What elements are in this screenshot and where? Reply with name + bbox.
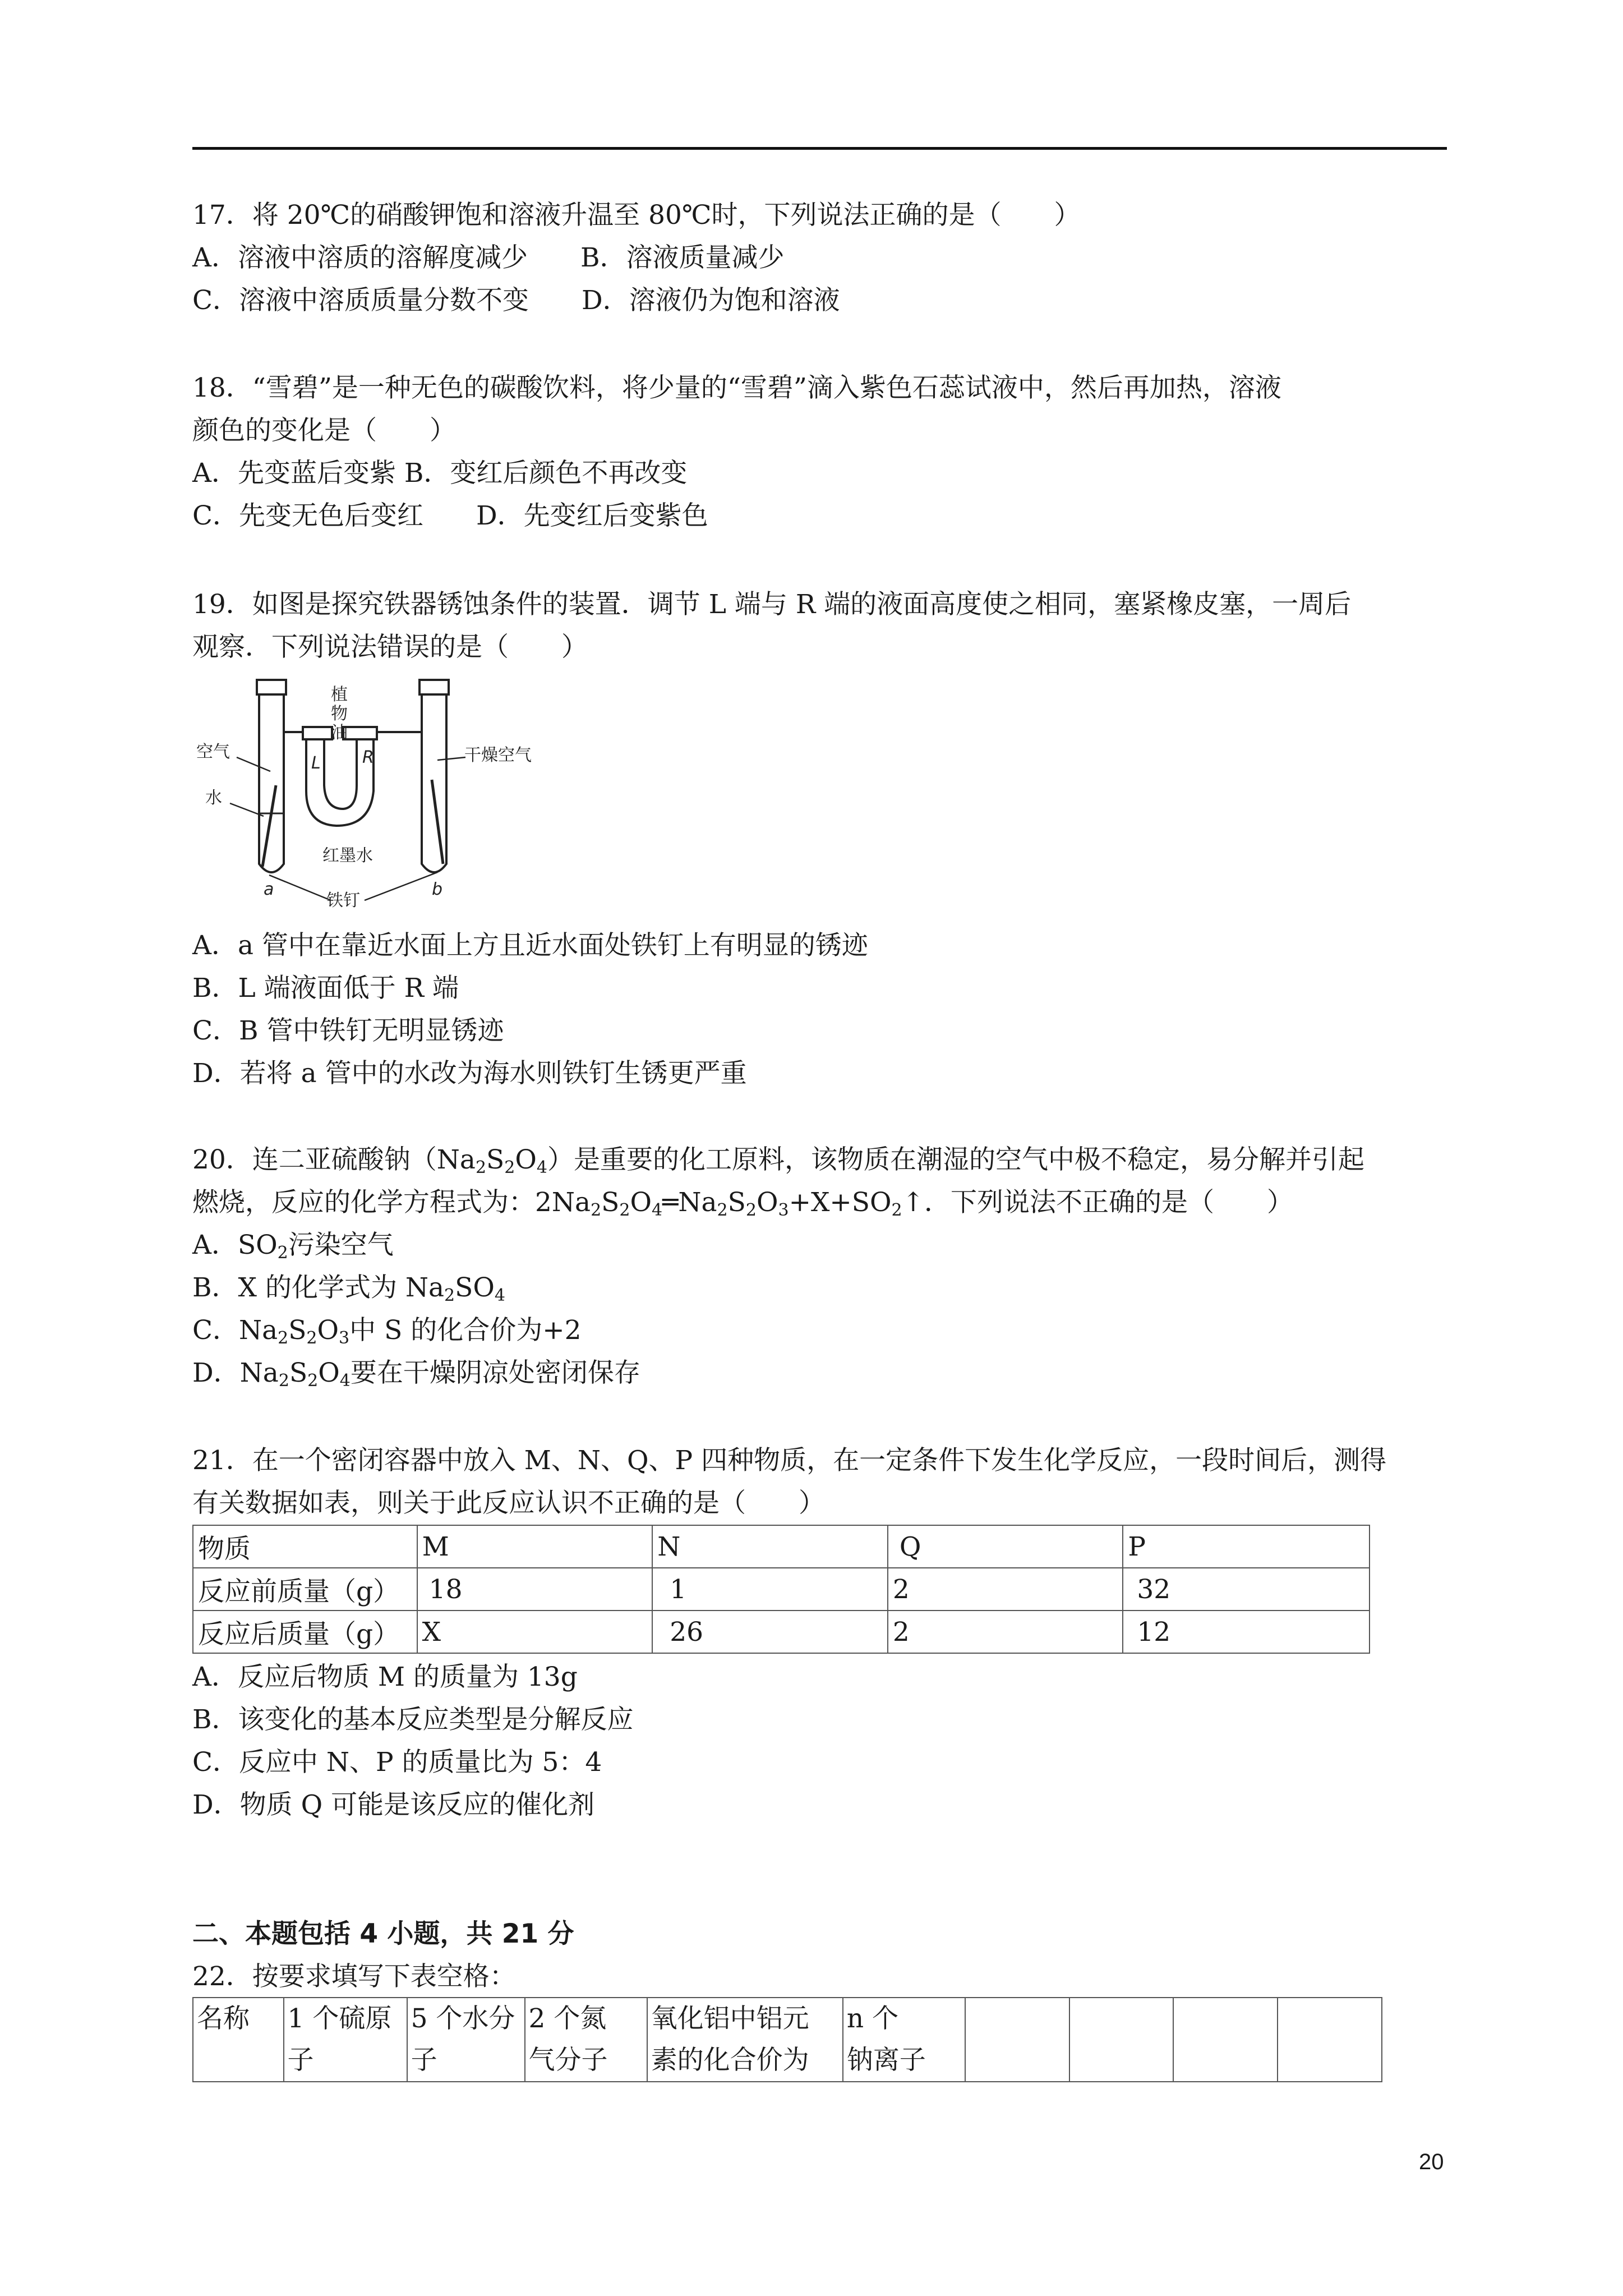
label-L: L — [311, 753, 321, 773]
q17-options-ab: A．溶液中溶质的溶解度减少 B．溶液质量减少 — [192, 242, 785, 273]
table-cell: N — [652, 1525, 888, 1568]
label-nail: 铁钉 — [326, 891, 360, 909]
q21-option-a: A．反应后物质 M 的质量为 13g — [192, 1662, 578, 1692]
q17-options-cd: C．溶液中溶质质量分数不变 D．溶液仍为饱和溶液 — [192, 285, 840, 316]
table-cell: 1 个硫原 子 — [284, 1998, 407, 2082]
q21-option-d: D．物质 Q 可能是该反应的催化剂 — [192, 1789, 595, 1820]
q22-stem: 22．按要求填写下表空格： — [192, 1961, 516, 1992]
table-cell: 反应前质量（g） — [193, 1568, 417, 1611]
label-water: 水 — [205, 788, 222, 808]
table-row — [193, 1611, 1370, 1653]
q20-stem-line2: 燃烧，反应的化学方程式为：$2Na_2S_2O_4═Na_2S_2O_3+X+SO_2↑$．下列说法不正确的是（ ） — [192, 1187, 1294, 1220]
q19-stem-line2: 观察．下列说法错误的是（ ） — [192, 632, 588, 662]
label-dry-air: 干燥空气 — [464, 746, 532, 765]
q18-stem-line1: 18．“雪碧”是一种无色的碳酸饮料，将少量的“雪碧”滴入紫色石蕊试液中，然后再加热，溶液 — [192, 372, 1281, 403]
q20-option-c: C．$Na_2S_2O_3$中 S 的化合价为+2 — [192, 1315, 582, 1348]
q18-options-ab: A．先变蓝后变紫 B．变红后颜色不再改变 — [192, 458, 688, 489]
table-cell-empty — [965, 1998, 1069, 2082]
table-cell-empty — [1069, 1998, 1174, 2082]
page-number: 20 — [1419, 2150, 1444, 2174]
table-cell: 12 — [1123, 1611, 1370, 1653]
label-R: R — [362, 748, 374, 767]
table-cell: Q — [888, 1525, 1123, 1568]
q19-option-d: D．若将 a 管中的水改为海水则铁钉生锈更严重 — [192, 1058, 747, 1089]
header-rule — [192, 147, 1447, 150]
label-b: b — [432, 880, 443, 899]
q19-stem-line1: 19．如图是探究铁器锈蚀条件的装置．调节 L 端与 R 端的液面高度使之相同，塞紧橡皮塞，一周后 — [192, 589, 1352, 620]
label-red-ink: 红墨水 — [322, 846, 373, 866]
q21-option-c: C．反应中 N、P 的质量比为 5：4 — [192, 1747, 602, 1778]
q17-stem: 17．将 20℃的硝酸钾饱和溶液升温至 80℃时，下列说法正确的是（ ） — [192, 200, 1081, 231]
rust-experiment-figure — [196, 679, 561, 909]
table-cell: M — [417, 1525, 653, 1568]
table-cell-empty — [1278, 1998, 1382, 2082]
table-cell: 2 — [888, 1568, 1123, 1611]
table-row — [193, 1568, 1370, 1611]
q21-stem-line1: 21．在一个密闭容器中放入 M、N、Q、P 四种物质，在一定条件下发生化学反应，一段时间后，测得 — [192, 1445, 1387, 1476]
q18-options-cd: C．先变无色后变红 D．先变红后变紫色 — [192, 500, 708, 531]
table-row — [193, 1998, 1382, 2082]
table-cell: 26 — [652, 1611, 888, 1653]
q19-option-c: C．B 管中铁钉无明显锈迹 — [192, 1015, 504, 1046]
table-cell: 5 个水分 子 — [407, 1998, 525, 2082]
q19-option-a: A．a 管中在靠近水面上方且近水面处铁钉上有明显的锈迹 — [192, 930, 868, 961]
label-oil-1: 植 — [331, 685, 348, 705]
table-cell-name-header: 名称 — [193, 1998, 284, 2082]
table-cell: 2 个氮 气分子 — [525, 1998, 647, 2082]
q20-option-b: B．X 的化学式为 $Na_2SO_4$ — [192, 1272, 505, 1305]
q18-stem-line2: 颜色的变化是（ ） — [192, 415, 456, 446]
q20-option-a: A．$SO_2$污染空气 — [192, 1230, 394, 1263]
table-cell: X — [417, 1611, 653, 1653]
q21-stem-line2: 有关数据如表，则关于此反应认识不正确的是（ ） — [192, 1488, 825, 1519]
q19-option-b: B．L 端液面低于 R 端 — [192, 973, 459, 1004]
q21-option-b: B．该变化的基本反应类型是分解反应 — [192, 1704, 634, 1735]
table-cell: n 个 钠离子 — [843, 1998, 965, 2082]
label-a: a — [264, 880, 274, 899]
table-cell: 氧化铝中铝元 素的化合价为 — [647, 1998, 843, 2082]
label-air: 空气 — [196, 742, 230, 762]
q20-option-d: D．$Na_2S_2O_4$要在干燥阴凉处密闭保存 — [192, 1358, 640, 1391]
table-cell: P — [1123, 1525, 1370, 1568]
table-cell: 1 — [652, 1568, 888, 1611]
label-oil-2: 物 — [331, 704, 348, 724]
table-cell-empty — [1173, 1998, 1278, 2082]
table-cell: 反应后质量（g） — [193, 1611, 417, 1653]
q21-data-table — [192, 1525, 1370, 1654]
table-cell: 物质 — [193, 1525, 417, 1568]
table-cell: 2 — [888, 1611, 1123, 1653]
table-cell: 18 — [417, 1568, 653, 1611]
q20-stem-line1: 20．连二亚硫酸钠$(Na_2S_2O_4)$是重要的化工原料，该物质在潮湿的空气中极不稳定，易分解并引起 — [192, 1144, 1364, 1177]
table-cell: 32 — [1123, 1568, 1370, 1611]
table-row — [193, 1525, 1370, 1568]
section-title: 二、本题包括 4 小题，共 21 分 — [192, 1918, 574, 1949]
q22-fill-table — [192, 1997, 1382, 2082]
label-oil-3: 油 — [331, 723, 348, 743]
